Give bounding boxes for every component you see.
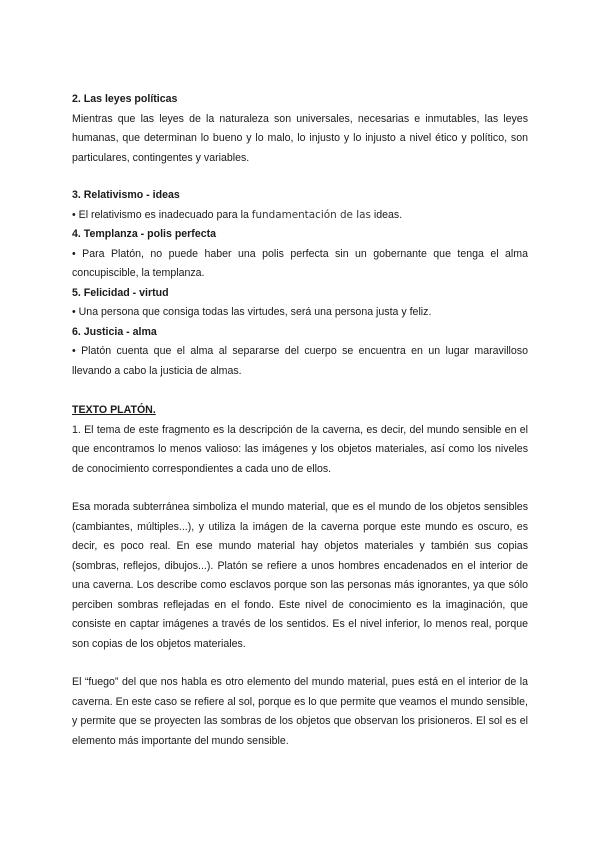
spacer xyxy=(72,654,528,673)
document-page xyxy=(72,90,528,751)
section-bullet-felicidad: • Una persona que consiga todas las virtudes, será una persona justa y feliz. xyxy=(72,306,432,318)
section-body-leyes-politicas: Mientras que las leyes de la naturaleza son universales, necesarias e inmutables, las leyes humanas, que determinan lo bueno y lo malo, lo injusto y lo injusto a nivel ético y político, son particulares, contingentes y variables. xyxy=(72,112,528,164)
section-bullet-justicia: • Platón cuenta que el alma al separarse del cuerpo se encuentra en un lugar maravilloso llevando a cabo la justicia de almas. xyxy=(72,345,528,377)
section-heading-relativismo: 3. Relativismo - ideas xyxy=(72,189,180,201)
bullet-text-part: • El relativismo es inadecuado para la xyxy=(72,208,252,221)
section-heading-felicidad: 5. Felicidad - virtud xyxy=(72,286,169,299)
spacer xyxy=(72,381,528,401)
section-bullet-relativismo xyxy=(72,206,528,226)
bullet-text-part: ideas. xyxy=(370,208,403,221)
section-heading-templanza: 4. Templanza - polis perfecta xyxy=(72,228,217,240)
spacer xyxy=(72,168,528,186)
bullet-text-alt-font: fundamentación de las xyxy=(251,208,371,221)
texto-paragraph-3: El “fuego” del que nos habla es otro elemento del mundo material, pues está en el interior de la caverna. En este caso se refiere al sol, porque es lo que permite que veamos el mundo sensible, y permite que se proyecten las sombras de los objetos que observan los prisioneros. El sol es el elemento más importante del mundo sensible. xyxy=(72,676,528,747)
section-heading-justicia: 6. Justicia - alma xyxy=(72,325,157,338)
texto-paragraph-2: Esa morada subterránea simboliza el mundo material, que es el mundo de los objetos sensibles (cambiantes, múltiples...), y utiliza la imágen de la caverna porque este mundo es oscuro, es decir, es poco real. En ese mundo material hay objetos materiales y también sus copias (sombras, reflejos, dibujos...). Platón se refiere a unos hombres encadenados en el interior de una caverna. Los describe como esclavos porque son las personas más ignorantes, ya que sólo perciben sombras reflejadas en el fondo. Este nivel de conocimiento es la imaginación, que consiste en captar imágenes a través de los sentidos. Es el nivel inferior, lo menos real, porque son copias de los objetos materiales. xyxy=(72,501,528,650)
texto-paragraph-1: 1. El tema de este fragmento es la descripción de la caverna, es decir, del mundo sensible en el que encontramos lo menos valioso: las imágenes y los objetos materiales, así como los niveles de conocimiento correspondientes a cada uno de ellos. xyxy=(72,423,528,475)
texto-platon-title: TEXTO PLATÓN. xyxy=(72,404,156,416)
section-heading-leyes-politicas: 2. Las leyes políticas xyxy=(72,93,178,105)
section-bullet-templanza: • Para Platón, no puede haber una polis perfecta sin un gobernante que tenga el alma concupiscible, la templanza. xyxy=(72,247,528,279)
spacer xyxy=(72,479,528,498)
